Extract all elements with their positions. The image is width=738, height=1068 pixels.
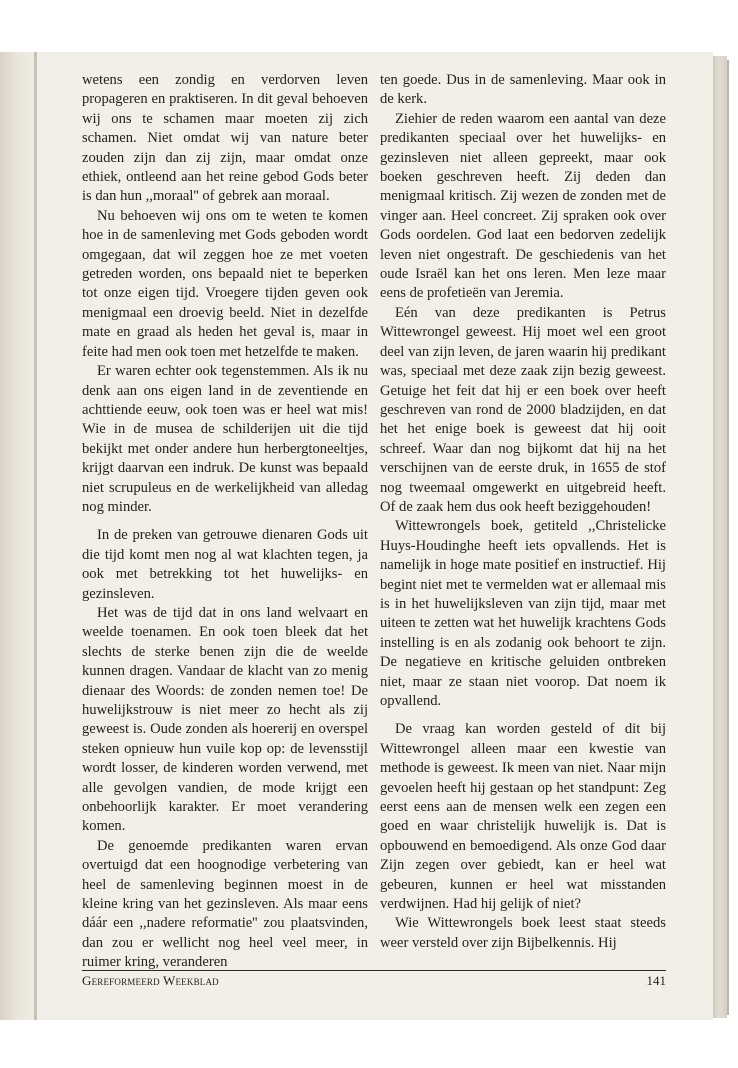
- paragraph: Er waren echter ook tegenstemmen. Als ik nu denk aan ons eigen land in de zeventiende en achttiende eeuw, ook toen was er heel wat mis! Wie in de musea de schilderijen uit die tijd bekijkt met onder andere hun herbergtoneeltjes, krijgt daarvan een indruk. De kunst was bepaald niet scrupuleus en de werkelijkheid van alledag nog minder.: [82, 363, 368, 515]
- paragraph: ten goede. Dus in de samenleving. Maar ook in de kerk.: [380, 72, 666, 108]
- paragraph: In de preken van getrouwe dienaren Gods uit die tijd komt men nog al wat klachten tegen, ja ook met betrekking tot het huwelijks- en gezinsleven.: [82, 527, 368, 602]
- publication-title: Gereformeerd Weekblad: [82, 973, 219, 988]
- paragraph: Het was de tijd dat in ons land welvaart en weelde toenamen. En ook toen bleek dat het slechts de sterke benen zijn die de weelde kunnen dragen. Vandaar de klacht van zo menig dienaar des Woords: de zonden nemen toe! De huwelijkstrouw is niet meer zo hecht als zij geweest is. Oude zonden als hoererij en overspel steken opnieuw hun vuile kop op: de levensstijl wordt losser, de kinderen worden verwend, met alle gevolgen vandien, de mode krijgt een onbehoorlijk karakter. Er moet verandering komen.: [82, 604, 368, 835]
- paragraph: Nu behoeven wij ons om te weten te komen hoe in de samenleving met Gods geboden wordt omgegaan, dat wil zeggen hoe ze met voeten getreden worden, ons bepaald niet te beperken tot onze eigen tijd. Vroegere tijden geven ook menigmaal een droevig beeld. Niet in dezelfde mate en graad als heden het geval is, maar in feite had men ook toen met hetzelfde te maken.: [82, 207, 368, 360]
- paragraph: Wittewrongels boek, getiteld ,,Christelicke Huys-Houdinghe heeft iets opvallends. Het is namelijk in hoge mate positief en instructief. Hij begint niet met te vermelden wat er allemaal mis is in het huwelijksleven van zijn tijd, maar met uiteen te zetten wat het huwelijk krachtens Gods instelling is en als zodanig ook behoort te zijn. De negatieve en kritische geluiden ontbreken niet, maar ze staan niet voorop. Dat noem ik opvallend.: [380, 518, 666, 709]
- paragraph: wetens een zondig en verdorven leven propageren en praktiseren. In dit geval behoeven wij ons te schamen maar moeten zij zich schamen. Niet omdat wij van nature beter zouden zijn dan zij zijn, maar omdat onze ethiek, ontleend aan het reine gebod Gods beter is dan hun ,,moraal'' of gebrek aan moraal.: [82, 72, 368, 205]
- paragraph: De genoemde predikanten waren ervan overtuigd dat een hoognodige verbetering van heel de samenleving beginnen moest in de kleine kring van het gezinsleven. Als maar eens dáár een ,,nadere reformatie'' zou plaatsvinden, dan zou er wellicht nog heel veel meer, in ruimer kring, veranderen: [82, 837, 368, 971]
- footer-rule: [82, 970, 666, 971]
- page-number: 141: [646, 973, 666, 988]
- paragraph: De vraag kan worden gesteld of dit bij Wittewrongel alleen maar een kwestie van methode is geweest. Ik meen van niet. Naar mijn gevoelen heeft hij gestaan op het standpunt: Zeg eerst eens aan de mensen welk een zegen een goed en waar christelijk huwelijk is. Dat is opbouwend en bemoedigend. Als onze God daar Zijn zegen over gebiedt, kan er heel wat gebeuren, kunnen er heel wat misstanden verdwijnen. Had hij gelijk of niet?: [380, 721, 666, 913]
- left-text-column: [82, 71, 368, 973]
- paragraph: Wie Wittewrongels boek leest staat steeds weer versteld over zijn Bijbelkennis. Hij: [380, 915, 666, 951]
- page-stack-edge: [713, 56, 727, 1018]
- page-stack-edge-line: [727, 60, 729, 1015]
- binding-gutter: [0, 52, 34, 1020]
- paragraph: Eén van deze predikanten is Petrus Wittewrongel geweest. Hij moet wel een groot deel van zijn leven, de jaren waarin hij predikant was, speciaal met deze zaak zijn bezig geweest. Getuige het feit dat hij er een boek over heeft geschreven van rond de 2000 bladzijden, en dat het het enige boek is geweest dat hij ooit schreef. Waar dan nog bijkomt dat hij na het verschijnen van de eerste druk, in 1655 de stof nog tweemaal omgewerkt en uitgebreid heeft. Of de zaak hem dus ook heeft beziggehouden!: [380, 304, 666, 515]
- right-text-column: [380, 71, 666, 953]
- paragraph: Ziehier de reden waarom een aantal van deze predikanten speciaal over het huwelijks- en gezinsleven niet alleen gepreekt, maar ook boeken geschreven heeft. Zij deden dan menigmaal kritisch. Zij wezen de zonden met de vinger aan. Heel concreet. Zij spraken ook over Gods oordelen. God laat een bedorven zedelijk leven niet ongestraft. De geschiedenis van het oude Israël kan het ons leren. Men leze maar eens de profetieën van Jeremia.: [380, 110, 666, 302]
